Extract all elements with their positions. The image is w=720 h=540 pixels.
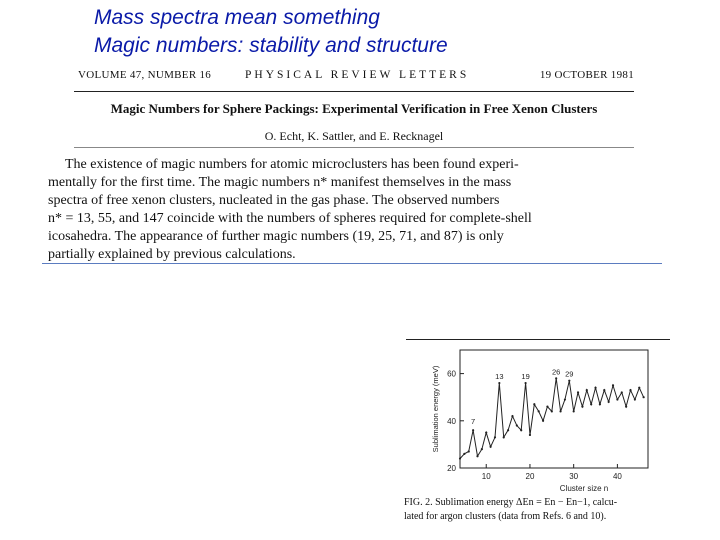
x-tick-label: 20 xyxy=(525,472,535,481)
x-axis-label: Cluster size n xyxy=(559,484,609,493)
data-point xyxy=(581,406,583,408)
data-point xyxy=(564,398,566,400)
data-point xyxy=(507,429,509,431)
data-point xyxy=(590,403,592,405)
data-point xyxy=(612,384,614,386)
data-point xyxy=(472,429,474,431)
y-axis-label: Sublimation energy (meV) xyxy=(431,365,440,453)
data-point xyxy=(516,424,518,426)
data-point xyxy=(643,396,645,398)
data-point xyxy=(573,410,575,412)
magic-number-label: 13 xyxy=(495,372,504,382)
data-point xyxy=(568,380,570,382)
abstract-line: The existence of magic numbers for atomic microclusters has been found experi- xyxy=(65,157,519,172)
slide-title-line2: Magic numbers: stability and structure xyxy=(94,34,448,57)
data-point xyxy=(485,432,487,434)
author-rule xyxy=(74,147,634,148)
x-tick-label: 40 xyxy=(612,472,622,481)
data-point xyxy=(503,436,505,438)
data-point xyxy=(599,403,601,405)
sublimation-energy-line xyxy=(460,378,644,458)
abstract-line: n* = 13, 55, and 147 coincide with the numbers of spheres required for complete-shell xyxy=(48,211,532,226)
data-point xyxy=(538,410,540,412)
sublimation-energy-chart xyxy=(420,344,670,494)
magic-number-label: 29 xyxy=(565,369,574,379)
data-point xyxy=(546,406,548,408)
data-point xyxy=(603,389,605,391)
data-point xyxy=(608,401,610,403)
data-point xyxy=(551,410,553,412)
section-divider xyxy=(42,263,662,264)
data-point xyxy=(490,446,492,448)
publication-date: 19 OCTOBER 1981 xyxy=(539,69,634,81)
data-point xyxy=(463,453,465,455)
y-tick-label: 40 xyxy=(447,416,456,426)
abstract-line: spectra of free xenon clusters, nucleated in the gas phase. The observed numbers xyxy=(48,193,500,208)
x-tick-label: 30 xyxy=(569,472,579,481)
data-point xyxy=(481,448,483,450)
header-rule xyxy=(74,91,634,92)
data-point xyxy=(621,391,623,393)
data-point xyxy=(533,403,535,405)
data-point xyxy=(459,457,461,459)
y-tick-label: 20 xyxy=(447,464,456,473)
magic-number-label: 19 xyxy=(521,372,530,382)
x-tick-label: 10 xyxy=(481,472,491,481)
figure-caption xyxy=(404,496,684,524)
data-point xyxy=(520,429,522,431)
data-point xyxy=(616,398,618,400)
journal-name: PHYSICAL REVIEW LETTERS xyxy=(245,69,470,81)
data-point xyxy=(625,406,627,408)
slide-title-line1: Mass spectra mean something xyxy=(94,6,380,29)
figure-rule xyxy=(406,339,670,340)
y-tick-label: 60 xyxy=(447,369,456,379)
data-point xyxy=(638,387,640,389)
paper-authors: O. Echt, K. Sattler, and E. Recknagel xyxy=(264,129,444,143)
data-point xyxy=(494,436,496,438)
figure-2 xyxy=(420,344,670,494)
data-point xyxy=(524,382,526,384)
abstract-line: icosahedra. The appearance of further magic numbers (19, 25, 71, and 87) is only xyxy=(48,229,504,244)
data-point xyxy=(476,455,478,457)
magic-number-label: 26 xyxy=(552,367,561,377)
abstract-line: mentally for the first time. The magic numbers n* manifest themselves in the mass xyxy=(48,175,512,190)
data-point xyxy=(559,410,561,412)
abstract xyxy=(48,156,660,264)
volume-number: VOLUME 47, NUMBER 16 xyxy=(78,69,212,81)
data-point xyxy=(511,415,513,417)
data-point xyxy=(594,387,596,389)
data-point xyxy=(634,398,636,400)
abstract-line: partially explained by previous calculations. xyxy=(48,247,296,262)
data-point xyxy=(555,377,557,379)
data-point xyxy=(529,434,531,436)
data-point xyxy=(468,450,470,452)
data-point xyxy=(577,391,579,393)
paper-title: Magic Numbers for Sphere Packings: Experimental Verification in Free Xenon Clusters xyxy=(110,101,598,116)
data-point xyxy=(542,420,544,422)
data-point xyxy=(629,389,631,391)
caption-line: FIG. 2. Sublimation energy ΔEn = En − En−1, calcu- xyxy=(404,497,618,508)
journal-header xyxy=(78,67,638,87)
data-point xyxy=(586,389,588,391)
magic-number-label: 7 xyxy=(471,416,476,426)
data-point xyxy=(498,382,500,384)
caption-line: lated for argon clusters (data from Refs. 6 and 10). xyxy=(404,511,607,522)
